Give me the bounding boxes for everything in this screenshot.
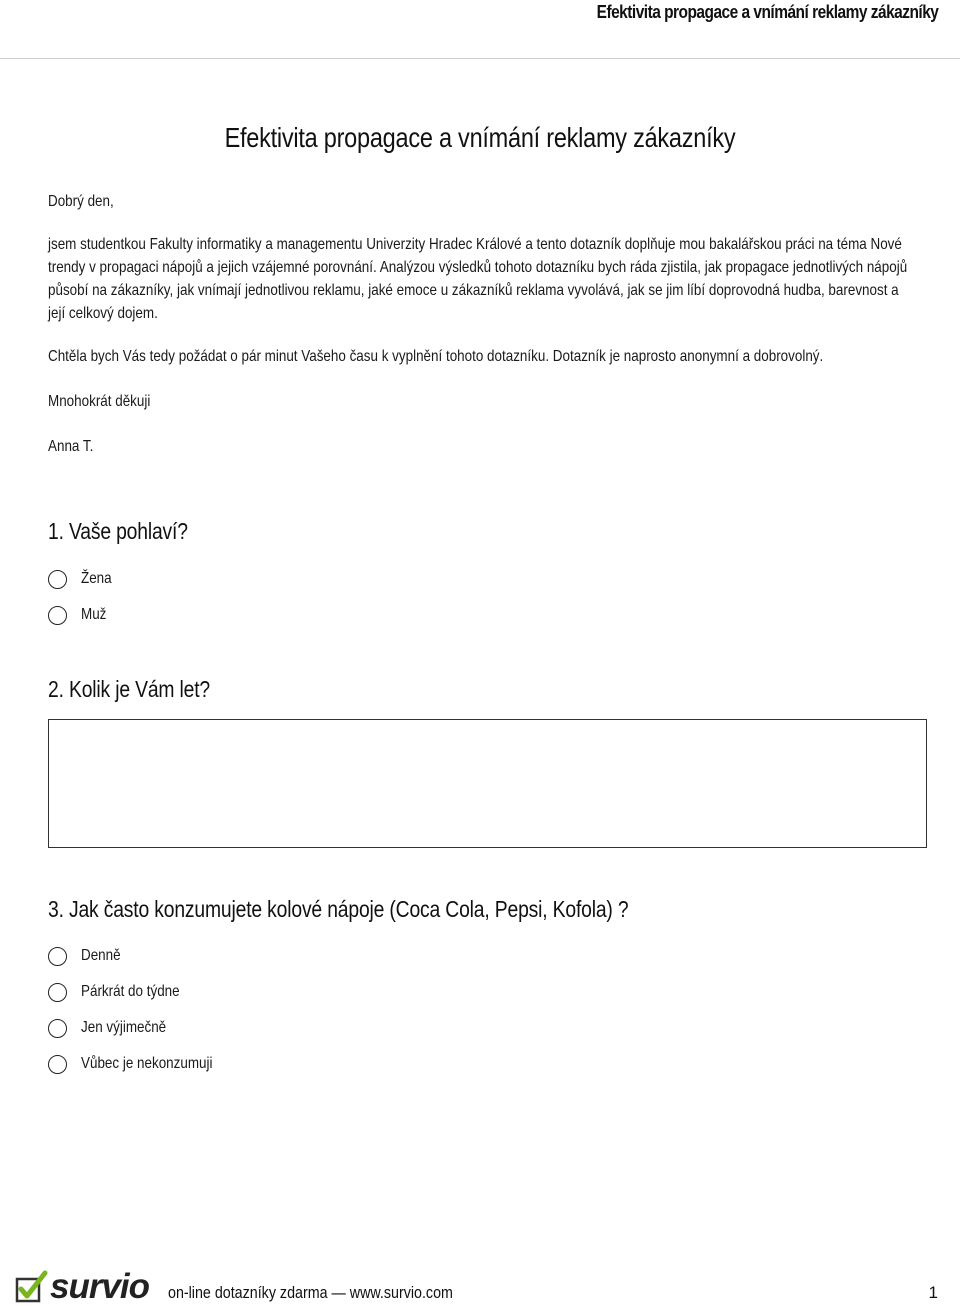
question-3-option-1[interactable]: [48, 944, 128, 968]
question-1-title: 1. Vaše pohlaví?: [48, 518, 188, 544]
age-answer-field[interactable]: [48, 719, 927, 848]
question-2-title: 2. Kolik je Vám let?: [48, 676, 211, 702]
radio-button[interactable]: [48, 983, 67, 1002]
survio-logo: [14, 1268, 149, 1304]
option-label: Párkrát do týdne: [81, 983, 180, 1000]
header-divider: [0, 58, 960, 59]
page-number: 1: [928, 1283, 938, 1302]
request-paragraph: Chtěla bych Vás tedy požádat o pár minut Vašeho času k vyplnění tohoto dotazníku. Dotazník je naprosto anonymní a dobrovolný.: [48, 348, 824, 365]
option-label: Muž: [81, 606, 107, 623]
radio-button[interactable]: [48, 1055, 67, 1074]
question-3-option-2[interactable]: [48, 980, 198, 1004]
option-label: Vůbec je nekonzumuji: [81, 1055, 213, 1072]
radio-button[interactable]: [48, 947, 67, 966]
signature-text: Anna T.: [48, 438, 94, 455]
option-label: Denně: [81, 947, 121, 964]
question-3-title: 3. Jak často konzumujete kolové nápoje (Coca Cola, Pepsi, Kofola) ?: [48, 896, 629, 922]
intro-paragraph: jsem studentkou Fakulty informatiky a managementu Univerzity Hradec Králové a tento dotazník doplňuje mou bakalářskou práci na téma Nové trendy v propagaci nápojů a jejich vzájemné porovnání. Analýzou výsledků tohoto dotazníku bych ráda zjistila, jak propagace jednotlivých nápojů působí na zákazníky, jak vnímají jednotlivou reklamu, jaké emoce u zákazníků reklama vyvolává, jak se jim líbí doprovodná hudba, barevnost a její celkový dojem.: [48, 236, 908, 322]
option-label: Jen výjimečně: [81, 1019, 167, 1036]
running-header-title: Efektivita propagace a vnímání reklamy zákazníky: [596, 2, 938, 22]
radio-button[interactable]: [48, 1019, 67, 1038]
radio-button[interactable]: [48, 606, 67, 625]
radio-button[interactable]: [48, 570, 67, 589]
question-3-option-4[interactable]: [48, 1052, 238, 1076]
option-label: Žena: [81, 570, 112, 587]
question-1-option-2[interactable]: [48, 603, 111, 627]
question-1-option-1[interactable]: [48, 567, 117, 591]
footer-tagline: on-line dotazníky zdarma — www.survio.com: [168, 1283, 453, 1302]
question-3-option-3[interactable]: [48, 1016, 182, 1040]
thanks-text: Mnohokrát děkuji: [48, 393, 151, 410]
document-title: Efektivita propagace a vnímání reklamy zákazníky: [224, 122, 736, 153]
logo-wordmark: survio: [50, 1267, 150, 1306]
checkmark-box-icon: [14, 1270, 48, 1304]
greeting-text: Dobrý den,: [48, 193, 114, 210]
